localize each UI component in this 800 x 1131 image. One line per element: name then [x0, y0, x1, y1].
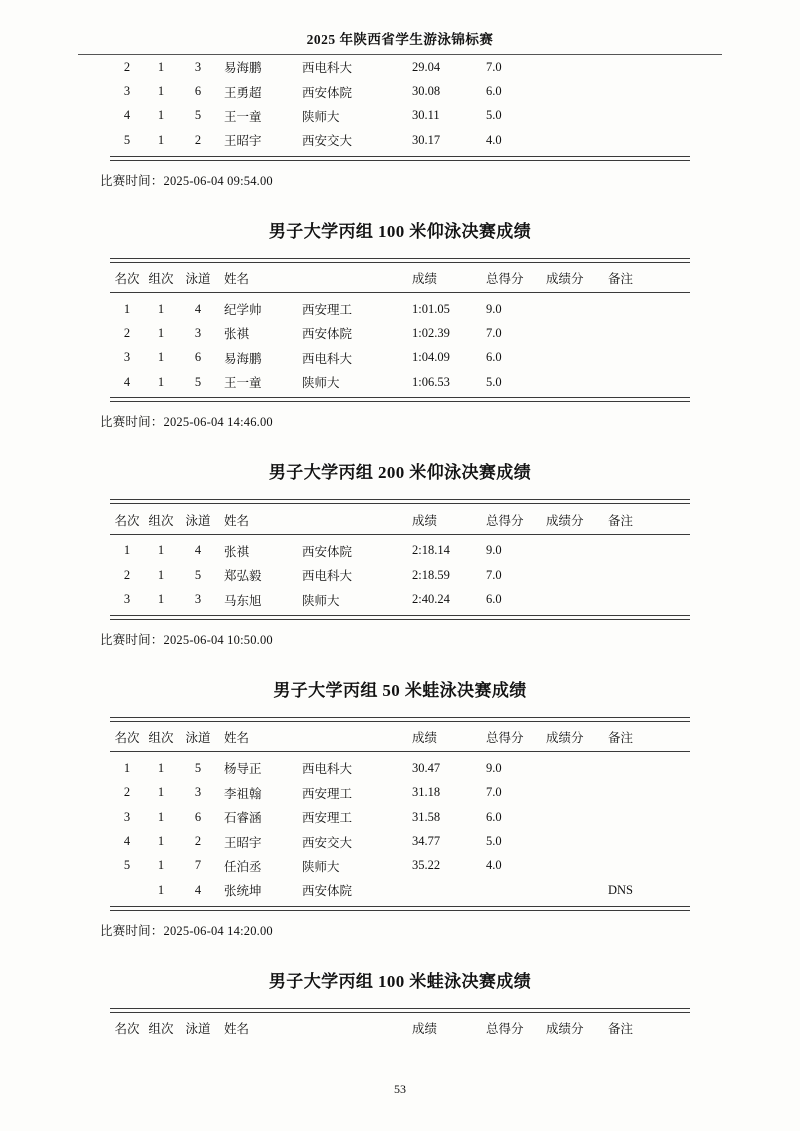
cell-team: 西安体院 — [302, 85, 353, 100]
cell-score — [546, 321, 608, 345]
table-top-rule — [110, 1008, 690, 1013]
cell-name: 王一童 — [224, 376, 262, 391]
col-team-blank — [302, 1016, 412, 1040]
race-time-value: 2025-06-04 14:20.00 — [163, 923, 273, 938]
col-total: 总得分 — [486, 271, 524, 286]
col-lane: 泳道 — [185, 271, 211, 286]
cell-rank: 5 — [123, 858, 131, 873]
table-row — [110, 55, 690, 79]
table-row — [110, 346, 690, 370]
cell-rank — [110, 878, 144, 902]
cell-name: 王昭宇 — [224, 835, 262, 850]
cell-rank: 4 — [123, 374, 131, 389]
cell-heat: 1 — [157, 301, 165, 316]
cell-note — [608, 563, 690, 587]
cell-heat: 1 — [157, 882, 165, 897]
cell-total: 7.0 — [486, 59, 502, 74]
cell-lane: 4 — [194, 543, 202, 558]
table-top-rule — [110, 499, 690, 504]
table-row — [110, 563, 690, 587]
results-table — [110, 725, 690, 749]
cell-total: 6.0 — [486, 592, 502, 607]
cell-team: 西电科大 — [302, 569, 353, 584]
cell-rank: 2 — [123, 325, 131, 340]
cell-name: 纪学帅 — [224, 303, 262, 318]
col-rank: 名次 — [114, 271, 140, 286]
cell-rank: 4 — [123, 834, 131, 849]
col-name: 姓名 — [224, 271, 250, 286]
cell-lane: 6 — [194, 809, 202, 824]
col-rank: 名次 — [114, 731, 140, 746]
cell-result: 35.22 — [412, 858, 441, 873]
cell-team: 西电科大 — [302, 762, 353, 777]
table-row — [110, 829, 690, 853]
col-note: 备注 — [608, 1021, 634, 1036]
cell-name: 杨导正 — [224, 762, 262, 777]
cell-score — [546, 128, 608, 152]
table-bottom-rule — [110, 397, 690, 402]
cell-rank: 2 — [123, 785, 131, 800]
cell-total: 5.0 — [486, 834, 502, 849]
event-title: 男子大学丙组 50 米蛙泳决赛成绩 — [273, 680, 527, 700]
cell-rank: 3 — [123, 809, 131, 824]
col-result: 成绩 — [412, 271, 438, 286]
table-header-row — [110, 725, 690, 749]
col-name: 姓名 — [224, 731, 250, 746]
cell-note — [608, 321, 690, 345]
col-note: 备注 — [608, 513, 634, 528]
col-total: 总得分 — [486, 1021, 524, 1036]
table-bottom-rule — [110, 615, 690, 620]
table-row — [110, 128, 690, 152]
cell-heat: 1 — [157, 760, 165, 775]
cell-heat: 1 — [157, 325, 165, 340]
race-time-label: 比赛时间： — [100, 173, 164, 188]
cell-note — [608, 370, 690, 394]
cell-heat: 1 — [157, 108, 165, 123]
table-bottom-rule — [110, 156, 690, 161]
cell-team: 西安体院 — [302, 544, 353, 559]
cell-note — [608, 539, 690, 563]
results-block-continued — [100, 55, 700, 189]
col-total: 总得分 — [486, 731, 524, 746]
cell-name: 易海鹏 — [224, 61, 262, 76]
cell-note — [608, 854, 690, 878]
cell-lane: 5 — [194, 374, 202, 389]
col-result: 成绩 — [412, 513, 438, 528]
cell-result: 31.18 — [412, 785, 441, 800]
cell-score — [546, 756, 608, 780]
race-time-value: 2025-06-04 10:50.00 — [163, 632, 273, 647]
cell-note — [608, 805, 690, 829]
col-score: 成绩分 — [546, 731, 584, 746]
page-number: 53 — [394, 1082, 406, 1096]
cell-note — [608, 79, 690, 103]
cell-total: 9.0 — [486, 760, 502, 775]
col-team-blank — [302, 266, 412, 290]
document-header-title: 2025 年陕西省学生游泳锦标赛 — [78, 28, 722, 55]
cell-total: 4.0 — [486, 132, 502, 147]
cell-result — [412, 878, 486, 902]
cell-total: 6.0 — [486, 84, 502, 99]
cell-lane: 5 — [194, 108, 202, 123]
cell-total: 5.0 — [486, 374, 502, 389]
cell-heat: 1 — [157, 858, 165, 873]
cell-result: 2:40.24 — [412, 592, 450, 607]
cell-name: 马东旭 — [224, 593, 262, 608]
table-row — [110, 854, 690, 878]
cell-rank: 5 — [123, 132, 131, 147]
cell-score — [546, 854, 608, 878]
cell-score — [546, 297, 608, 321]
col-note: 备注 — [608, 731, 634, 746]
cell-score — [546, 563, 608, 587]
cell-heat: 1 — [157, 592, 165, 607]
cell-name: 任泊丞 — [224, 859, 262, 874]
cell-heat: 1 — [157, 567, 165, 582]
table-row — [110, 321, 690, 345]
cell-note — [608, 346, 690, 370]
table-header-rule — [110, 292, 690, 293]
cell-total: 5.0 — [486, 108, 502, 123]
cell-lane: 6 — [194, 84, 202, 99]
results-body-table — [110, 539, 690, 612]
table-row — [110, 878, 690, 902]
table-row — [110, 79, 690, 103]
cell-name: 张祺 — [224, 544, 250, 559]
cell-rank: 4 — [123, 108, 131, 123]
cell-team: 西电科大 — [302, 61, 353, 76]
cell-lane: 4 — [194, 301, 202, 316]
race-time — [100, 412, 700, 430]
cell-result: 30.08 — [412, 84, 441, 99]
cell-name: 张统坤 — [224, 884, 262, 899]
col-score: 成绩分 — [546, 271, 584, 286]
cell-note — [608, 829, 690, 853]
cell-result: 2:18.14 — [412, 543, 450, 558]
results-block-50-breast — [100, 676, 700, 939]
cell-name: 李祖翰 — [224, 786, 262, 801]
cell-note — [608, 756, 690, 780]
cell-rank: 1 — [123, 760, 131, 775]
cell-rank: 2 — [123, 567, 131, 582]
table-row — [110, 588, 690, 612]
cell-lane: 3 — [194, 325, 202, 340]
results-table — [110, 507, 690, 531]
cell-lane: 5 — [194, 760, 202, 775]
cell-score — [546, 370, 608, 394]
cell-lane: 3 — [194, 785, 202, 800]
results-table — [110, 1016, 690, 1040]
event-title: 男子大学丙组 100 米仰泳决赛成绩 — [268, 221, 532, 241]
race-time-label: 比赛时间： — [100, 415, 164, 430]
cell-lane: 3 — [194, 592, 202, 607]
col-score: 成绩分 — [546, 1021, 584, 1036]
cell-note: DNS — [608, 882, 634, 897]
cell-lane: 4 — [194, 882, 202, 897]
cell-score — [546, 539, 608, 563]
results-table — [110, 55, 690, 153]
cell-result: 1:01.05 — [412, 301, 450, 316]
cell-name: 石睿涵 — [224, 811, 262, 826]
table-row — [110, 781, 690, 805]
cell-result: 30.11 — [412, 108, 440, 123]
cell-result: 1:02.39 — [412, 325, 450, 340]
cell-lane: 5 — [194, 567, 202, 582]
cell-rank: 2 — [123, 59, 131, 74]
event-title: 男子大学丙组 200 米仰泳决赛成绩 — [268, 463, 532, 483]
col-heat: 组次 — [148, 271, 174, 286]
cell-result: 1:06.53 — [412, 374, 450, 389]
col-rank: 名次 — [114, 513, 140, 528]
cell-total: 7.0 — [486, 325, 502, 340]
cell-result: 29.04 — [412, 59, 441, 74]
cell-rank: 1 — [123, 301, 131, 316]
cell-score — [546, 346, 608, 370]
cell-score — [546, 781, 608, 805]
race-time — [100, 630, 700, 648]
cell-heat: 1 — [157, 809, 165, 824]
col-name: 姓名 — [224, 513, 250, 528]
cell-total: 9.0 — [486, 543, 502, 558]
table-top-rule — [110, 717, 690, 722]
table-header-row — [110, 266, 690, 290]
cell-note — [608, 781, 690, 805]
race-time-label: 比赛时间： — [100, 632, 164, 647]
cell-team: 陕师大 — [302, 109, 340, 124]
cell-score — [546, 805, 608, 829]
col-team-blank — [302, 507, 412, 531]
col-lane: 泳道 — [185, 513, 211, 528]
cell-lane: 6 — [194, 350, 202, 365]
cell-team: 西安理工 — [302, 303, 353, 318]
table-row — [110, 370, 690, 394]
cell-name: 易海鹏 — [224, 351, 262, 366]
cell-result: 2:18.59 — [412, 567, 450, 582]
results-body-table — [110, 756, 690, 902]
cell-heat: 1 — [157, 132, 165, 147]
cell-heat: 1 — [157, 785, 165, 800]
cell-total: 7.0 — [486, 567, 502, 582]
cell-name: 王一童 — [224, 109, 262, 124]
col-result: 成绩 — [412, 731, 438, 746]
cell-result: 30.47 — [412, 760, 441, 775]
cell-name: 王勇超 — [224, 85, 262, 100]
cell-team: 西安交大 — [302, 835, 353, 850]
cell-total: 6.0 — [486, 350, 502, 365]
cell-result: 31.58 — [412, 809, 441, 824]
col-lane: 泳道 — [185, 1021, 211, 1036]
table-row — [110, 805, 690, 829]
cell-team: 西安理工 — [302, 786, 353, 801]
table-header-row — [110, 507, 690, 531]
cell-total: 6.0 — [486, 809, 502, 824]
table-header-rule — [110, 534, 690, 535]
race-time-value: 2025-06-04 14:46.00 — [163, 415, 273, 430]
results-block-100-breast — [100, 967, 700, 1040]
cell-rank: 3 — [123, 84, 131, 99]
cell-name: 郑弘毅 — [224, 569, 262, 584]
table-header-rule — [110, 751, 690, 752]
col-score: 成绩分 — [546, 513, 584, 528]
results-table — [110, 266, 690, 290]
cell-note — [608, 55, 690, 79]
col-heat: 组次 — [148, 1021, 174, 1036]
cell-name: 张祺 — [224, 327, 250, 342]
cell-lane: 7 — [194, 858, 202, 873]
cell-note — [608, 128, 690, 152]
table-row — [110, 539, 690, 563]
cell-result: 30.17 — [412, 132, 441, 147]
event-title: 男子大学丙组 100 米蛙泳决赛成绩 — [268, 971, 532, 991]
cell-team: 陕师大 — [302, 593, 340, 608]
race-time-value: 2025-06-04 09:54.00 — [163, 173, 273, 188]
col-total: 总得分 — [486, 513, 524, 528]
cell-team: 西安体院 — [302, 327, 353, 342]
col-rank: 名次 — [114, 1021, 140, 1036]
table-row — [110, 297, 690, 321]
results-block-200-back — [100, 458, 700, 648]
cell-total: 7.0 — [486, 785, 502, 800]
cell-heat: 1 — [157, 59, 165, 74]
race-time — [100, 171, 700, 189]
cell-total: 4.0 — [486, 858, 502, 873]
cell-team: 西电科大 — [302, 351, 353, 366]
cell-result: 1:04.09 — [412, 350, 450, 365]
cell-rank: 1 — [123, 543, 131, 558]
cell-score — [546, 829, 608, 853]
cell-note — [608, 588, 690, 612]
cell-rank: 3 — [123, 592, 131, 607]
table-header-row — [110, 1016, 690, 1040]
cell-note — [608, 104, 690, 128]
col-heat: 组次 — [148, 731, 174, 746]
col-note: 备注 — [608, 271, 634, 286]
table-row — [110, 756, 690, 780]
cell-heat: 1 — [157, 834, 165, 849]
cell-lane: 2 — [194, 132, 202, 147]
cell-rank: 3 — [123, 350, 131, 365]
cell-lane: 2 — [194, 834, 202, 849]
col-result: 成绩 — [412, 1021, 438, 1036]
cell-heat: 1 — [157, 374, 165, 389]
cell-note — [608, 297, 690, 321]
table-top-rule — [110, 258, 690, 263]
cell-result: 34.77 — [412, 834, 441, 849]
cell-score — [546, 104, 608, 128]
race-time — [100, 921, 700, 939]
cell-score — [546, 878, 608, 902]
cell-heat: 1 — [157, 84, 165, 99]
cell-name: 王昭宇 — [224, 134, 262, 149]
cell-score — [546, 55, 608, 79]
cell-score — [546, 79, 608, 103]
cell-total: 9.0 — [486, 301, 502, 316]
col-lane: 泳道 — [185, 731, 211, 746]
col-team-blank — [302, 725, 412, 749]
cell-team: 陕师大 — [302, 859, 340, 874]
results-block-100-back — [100, 217, 700, 431]
cell-team: 西安理工 — [302, 811, 353, 826]
cell-heat: 1 — [157, 350, 165, 365]
race-time-label: 比赛时间： — [100, 923, 164, 938]
col-name: 姓名 — [224, 1021, 250, 1036]
cell-team: 西安交大 — [302, 134, 353, 149]
table-bottom-rule — [110, 906, 690, 911]
cell-lane: 3 — [194, 59, 202, 74]
table-row — [110, 104, 690, 128]
results-body-table — [110, 297, 690, 395]
cell-team: 西安体院 — [302, 884, 353, 899]
cell-total — [486, 878, 546, 902]
cell-heat: 1 — [157, 543, 165, 558]
cell-score — [546, 588, 608, 612]
col-heat: 组次 — [148, 513, 174, 528]
cell-team: 陕师大 — [302, 376, 340, 391]
